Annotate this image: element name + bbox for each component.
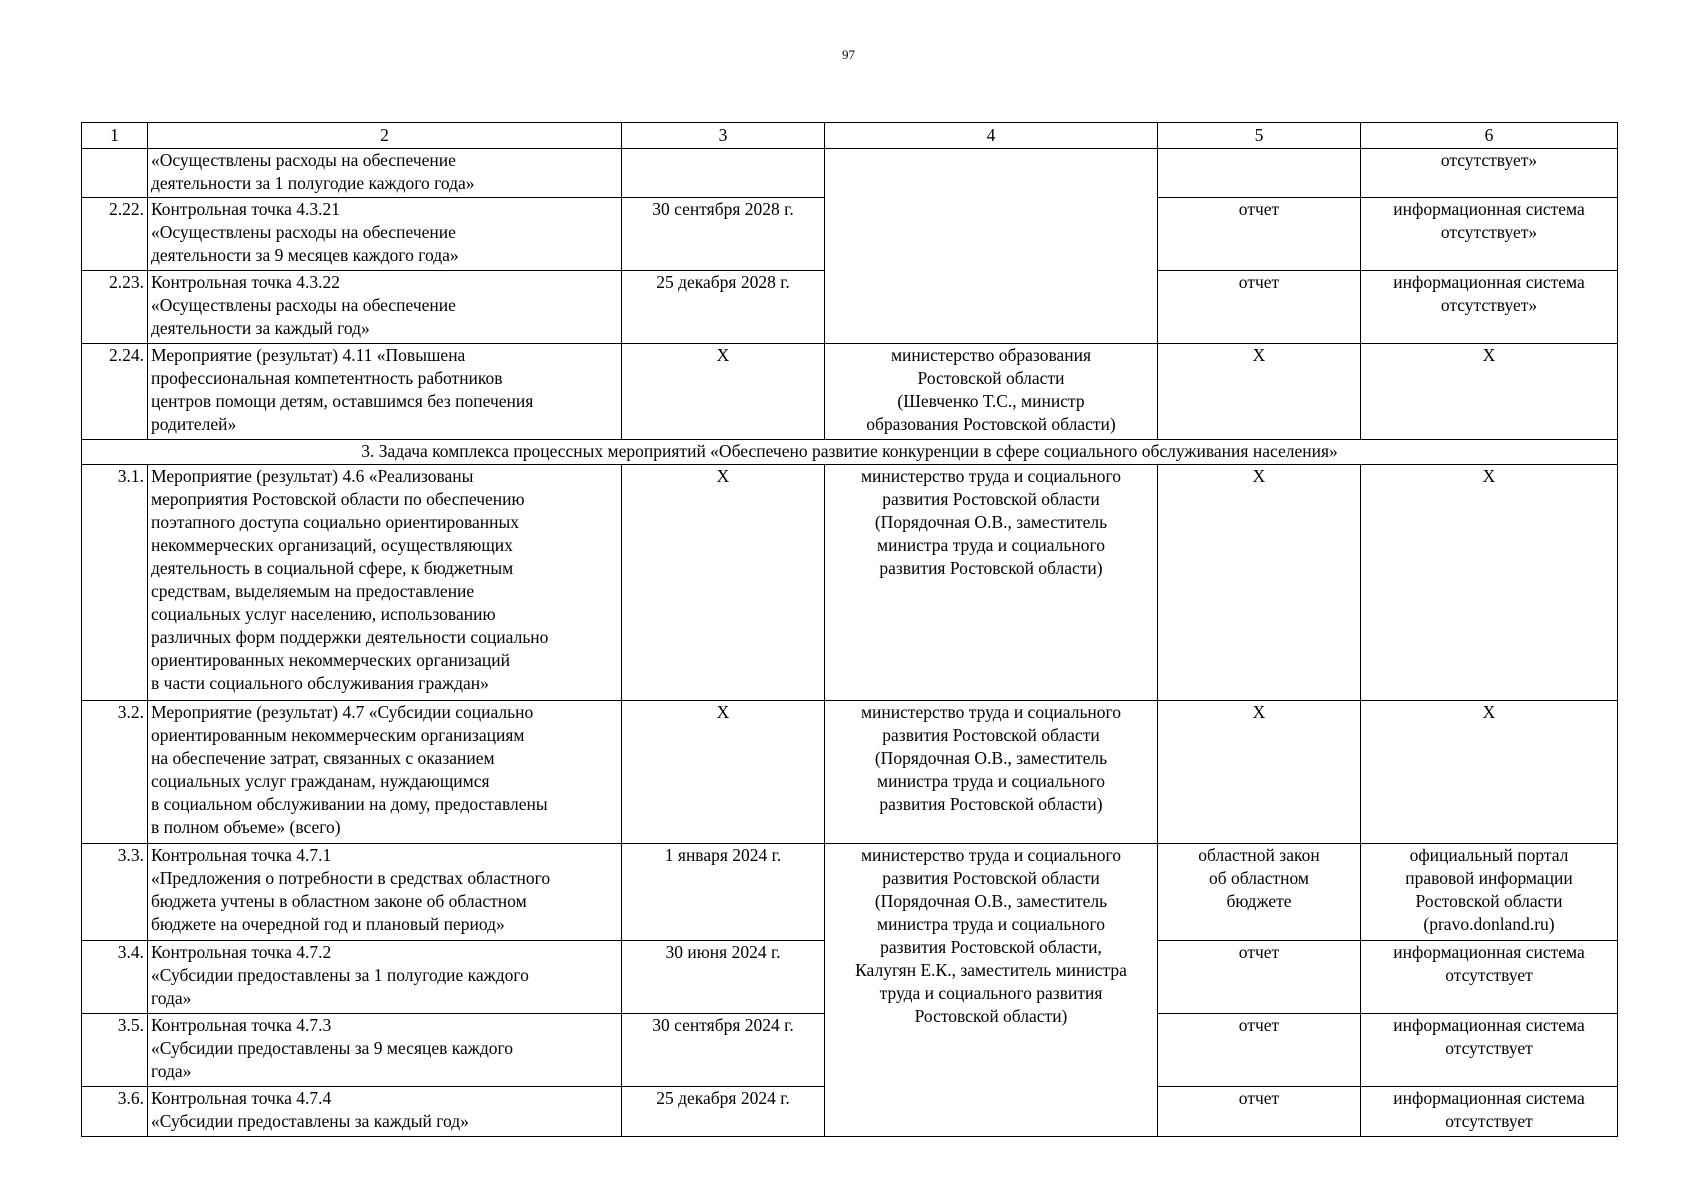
- row-source: отсутствует»: [1361, 149, 1618, 198]
- row-document: отчет: [1158, 1014, 1361, 1087]
- row-source: информационная система отсутствует: [1361, 1014, 1618, 1087]
- row-source: информационная система отсутствует»: [1361, 198, 1618, 271]
- row-document: отчет: [1158, 198, 1361, 271]
- row-name: Контрольная точка 4.3.22 «Осуществлены расходы на обеспечение деятельности за каждый год»: [148, 271, 622, 344]
- row-name: Мероприятие (результат) 4.6 «Реализованы мероприятия Ростовской области по обеспечению поэтапного доступа социально ориентированных некоммерческих организаций, осуществляющих деятельность в социальной сфере, к бюджетным средствам, выделяемым на предоставление социальных услуг населению, использованию различных форм поддержки деятельности социально ориентированных некоммерческих организаций в части социального обслуживания граждан»: [148, 465, 622, 701]
- row-name: Контрольная точка 4.7.4 «Субсидии предоставлены за каждый год»: [148, 1087, 622, 1137]
- section-title: 3. Задача комплекса процессных мероприятий «Обеспечено развитие конкуренции в сфере социального обслуживания населения»: [82, 440, 1618, 465]
- row-source: официальный портал правовой информации Ростовской области (pravo.donland.ru): [1361, 844, 1618, 941]
- row-date: 30 июня 2024 г.: [622, 941, 825, 1014]
- row-document: отчет: [1158, 941, 1361, 1014]
- row-date: Х: [622, 344, 825, 440]
- row-number: 3.6.: [82, 1087, 148, 1137]
- row-document: Х: [1158, 465, 1361, 701]
- row-responsible: министерство труда и социального развития Ростовской области (Порядочная О.В., заместитель министра труда и социального развития Ростовской области, Калугян Е.К., заместитель министра труда и социального развития Ростовской области): [825, 844, 1158, 1137]
- row-name: Контрольная точка 4.7.1 «Предложения о потребности в средствах областного бюджета учтены в областном законе об областном бюджете на очередной год и плановый период»: [148, 844, 622, 941]
- row-responsible: министерство труда и социального развития Ростовской области (Порядочная О.В., заместитель министра труда и социального развития Ростовской области): [825, 465, 1158, 701]
- row-document: отчет: [1158, 271, 1361, 344]
- row-source: информационная система отсутствует: [1361, 1087, 1618, 1137]
- header-cell-4: 4: [825, 123, 1158, 149]
- row-document: Х: [1158, 701, 1361, 844]
- row-document: [1158, 149, 1361, 198]
- row-number: 2.24.: [82, 344, 148, 440]
- table-row: [82, 701, 1618, 844]
- table-row: [82, 465, 1618, 701]
- row-source: Х: [1361, 344, 1618, 440]
- row-date: Х: [622, 701, 825, 844]
- page-number: 97: [842, 47, 855, 62]
- row-name: Контрольная точка 4.3.21 «Осуществлены расходы на обеспечение деятельности за 9 месяцев каждого года»: [148, 198, 622, 271]
- row-date: Х: [622, 465, 825, 701]
- section-row: [82, 440, 1618, 465]
- row-number: 3.3.: [82, 844, 148, 941]
- row-number: 3.4.: [82, 941, 148, 1014]
- row-number: 3.5.: [82, 1014, 148, 1087]
- row-source: информационная система отсутствует»: [1361, 271, 1618, 344]
- row-document: областной закон об областном бюджете: [1158, 844, 1361, 941]
- row-date: 1 января 2024 г.: [622, 844, 825, 941]
- header-cell-2: 2: [148, 123, 622, 149]
- row-name: Контрольная точка 4.7.3 «Субсидии предоставлены за 9 месяцев каждого года»: [148, 1014, 622, 1087]
- header-cell-5: 5: [1158, 123, 1361, 149]
- activities-table: [81, 122, 1618, 1137]
- row-document: отчет: [1158, 1087, 1361, 1137]
- row-document: Х: [1158, 344, 1361, 440]
- row-number: 3.1.: [82, 465, 148, 701]
- row-name: Мероприятие (результат) 4.7 «Субсидии социально ориентированным некоммерческим организациям на обеспечение затрат, связанных с оказанием социальных услуг гражданам, нуждающимся в социальном обслуживании на дому, предоставлены в полном объеме» (всего): [148, 701, 622, 844]
- table-row: [82, 844, 1618, 941]
- row-name: «Осуществлены расходы на обеспечение деятельности за 1 полугодие каждого года»: [148, 149, 622, 198]
- row-name: Контрольная точка 4.7.2 «Субсидии предоставлены за 1 полугодие каждого года»: [148, 941, 622, 1014]
- row-responsible-merged: [825, 149, 1158, 344]
- row-date: 30 сентября 2028 г.: [622, 198, 825, 271]
- row-source: Х: [1361, 465, 1618, 701]
- row-date: [622, 149, 825, 198]
- row-number: 2.23.: [82, 271, 148, 344]
- table-row: [82, 344, 1618, 440]
- row-number: [82, 149, 148, 198]
- header-cell-6: 6: [1361, 123, 1618, 149]
- row-date: 25 декабря 2024 г.: [622, 1087, 825, 1137]
- row-name: Мероприятие (результат) 4.11 «Повышена профессиональная компетентность работников центров помощи детям, оставшимся без попечения родителей»: [148, 344, 622, 440]
- row-number: 2.22.: [82, 198, 148, 271]
- row-responsible: министерство труда и социального развития Ростовской области (Порядочная О.В., заместитель министра труда и социального развития Ростовской области): [825, 701, 1158, 844]
- header-cell-3: 3: [622, 123, 825, 149]
- row-date: 25 декабря 2028 г.: [622, 271, 825, 344]
- header-cell-1: 1: [82, 123, 148, 149]
- row-responsible: министерство образования Ростовской области (Шевченко Т.С., министр образования Ростовской области): [825, 344, 1158, 440]
- row-source: Х: [1361, 701, 1618, 844]
- table-header-row: [82, 123, 1618, 149]
- table-row: [82, 149, 1618, 198]
- row-date: 30 сентября 2024 г.: [622, 1014, 825, 1087]
- row-number: 3.2.: [82, 701, 148, 844]
- row-source: информационная система отсутствует: [1361, 941, 1618, 1014]
